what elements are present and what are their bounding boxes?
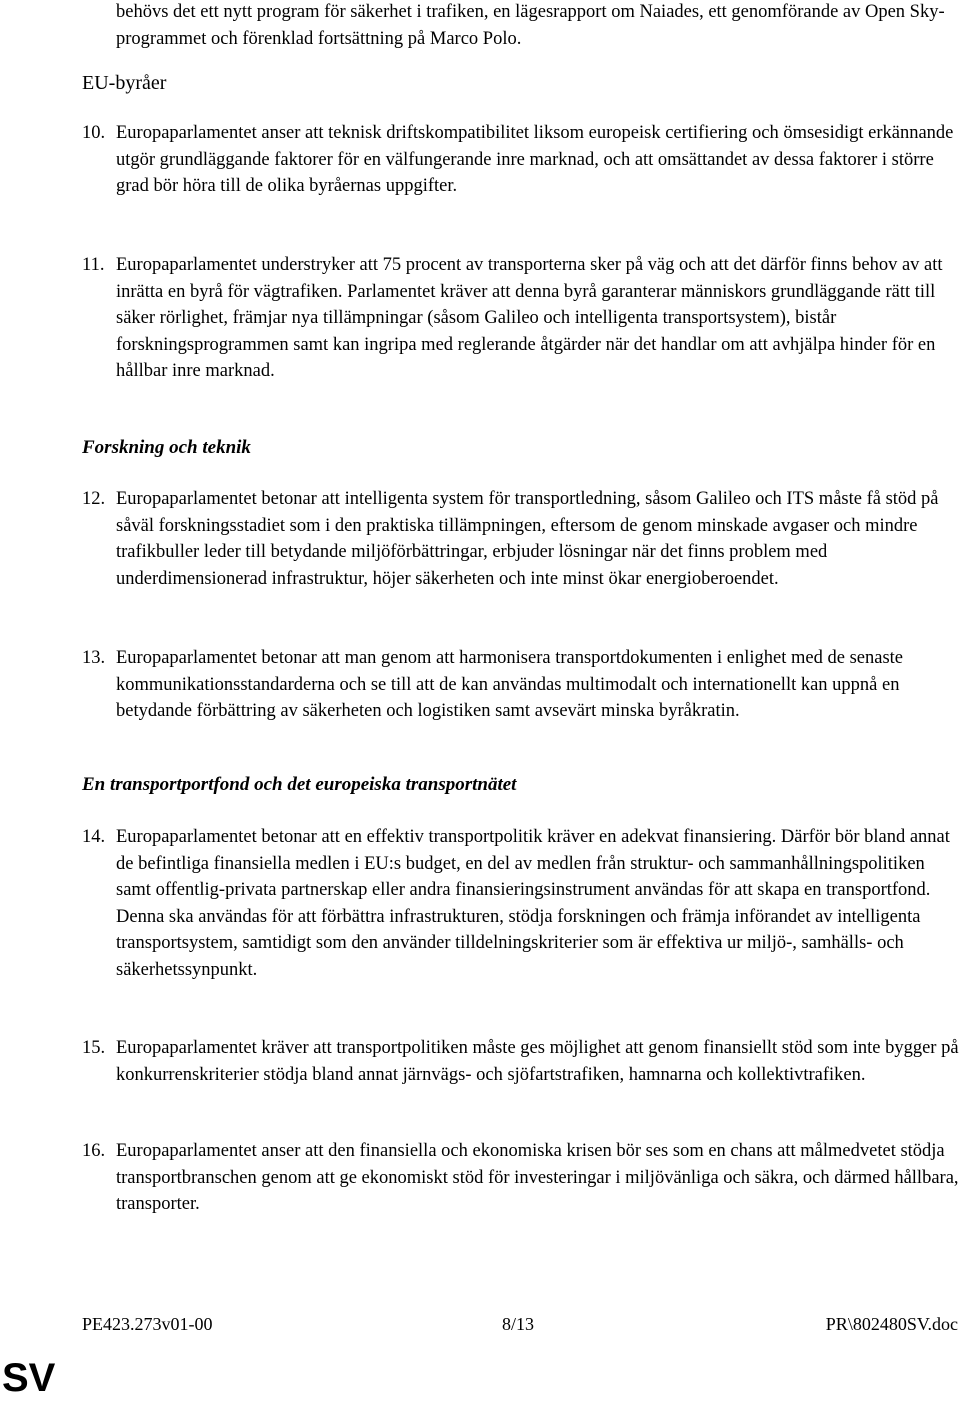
heading-eu-agencies: EU-byråer (82, 72, 167, 94)
language-code: SV (2, 1356, 56, 1400)
paragraph-16 (82, 1138, 960, 1218)
paragraph-number: 10. (82, 123, 106, 143)
paragraph-12 (82, 486, 960, 592)
paragraph-14 (82, 824, 960, 983)
paragraph-15 (82, 1035, 960, 1088)
paragraph-number: 11. (82, 255, 105, 275)
intro-continuation: behövs det ett nytt program för säkerhet i trafiken, en lägesrapport om Naiades, ett genomförande av Open Sky-programmet och förenklad fortsättning på Marco Polo. (116, 2, 945, 49)
paragraph-13 (82, 645, 960, 725)
paragraph-text: Europaparlamentet anser att teknisk driftskompatibilitet liksom europeisk certifiering och ömsesidigt erkännande utgör grundläggande faktorer för en välfungerande inre marknad, och att omsättandet av dessa faktorer i större grad bör höra till de olika byråernas uppgifter. (116, 123, 954, 196)
paragraph-number: 12. (82, 489, 106, 509)
paragraph-text: Europaparlamentet betonar att intelligenta system för transportledning, såsom Galileo och ITS måste få stöd på såväl forskningsstadiet som i den praktiska tillämpningen, eftersom de genom minskade avgaser och mindre trafikbuller leder till betydande miljöförbättringar, erbjuder lösningar när det finns problem med underdimensionerad infrastruktur, höjer säkerheten och inte minst ökar energioberoendet. (116, 489, 939, 589)
heading-research: Forskning och teknik (82, 437, 251, 458)
paragraph-text: Europaparlamentet betonar att man genom att harmonisera transportdokumenten i enlighet med de senaste kommunikationsstandarderna och se till att de kan användas multimodalt och internationellt kan uppnå en betydande förbättring av säkerheten och logistiken samt avsevärt minska byråkratin. (116, 648, 904, 721)
paragraph-11 (82, 252, 960, 385)
footer-doc-ref: PE423.273v01-00 (82, 1314, 213, 1334)
paragraph-text: Europaparlamentet anser att den finansiella och ekonomiska krisen bör ses som en chans att målmedvetet stödja transportbranschen genom att ge ekonomiskt stöd för investeringar i miljövänliga och säkra, och därmed hållbara, transporter. (116, 1141, 959, 1214)
paragraph-number: 13. (82, 648, 106, 668)
paragraph-text: Europaparlamentet kräver att transportpolitiken måste ges möjlighet att genom finansiellt stöd som inte bygger på konkurrenskriterier stödja bland annat järnvägs- och sjöfartstrafiken, hamnarna och kollektivtrafiken. (116, 1038, 959, 1085)
footer-page-number: 8/13 (502, 1314, 535, 1334)
paragraph-number: 16. (82, 1141, 106, 1161)
paragraph-number: 14. (82, 827, 106, 847)
heading-fund: En transportportfond och det europeiska transportnätet (82, 774, 517, 795)
paragraph-text: Europaparlamentet understryker att 75 procent av transporterna sker på väg och att det därför finns behov av att inrätta en byrå för vägtrafiken. Parlamentet kräver att denna byrå garanterar människors grundläggande rätt till säker rörlighet, främjar nya tillämpningar (såsom Galileo och intelligenta transportsystem), bistår forskningsprogrammen samt kan ingripa med reglerande åtgärder när det handlar om att avhjälpa hinder för en hållbar inre marknad. (116, 255, 943, 381)
footer-file-name: PR\802480SV.doc (825, 1314, 958, 1334)
paragraph-10 (82, 120, 960, 200)
paragraph-number: 15. (82, 1038, 106, 1058)
paragraph-text: Europaparlamentet betonar att en effektiv transportpolitik kräver en adekvat finansiering. Därför bör bland annat de befintliga finansiella medlen i EU:s budget, en del av medlen från struktur- och sammanhållningspolitiken samt offentlig-privata partnerskap eller andra finansieringsinstrument användas för att skapa en transportfond. Denna ska användas för att förbättra infrastrukturen, stödja forskningen och främja införandet av intelligenta transportsystem, samtidigt som den använder tilldelningskriterier som är effektiva ur miljö-, samhälls- och säkerhetssynpunkt. (116, 827, 950, 980)
